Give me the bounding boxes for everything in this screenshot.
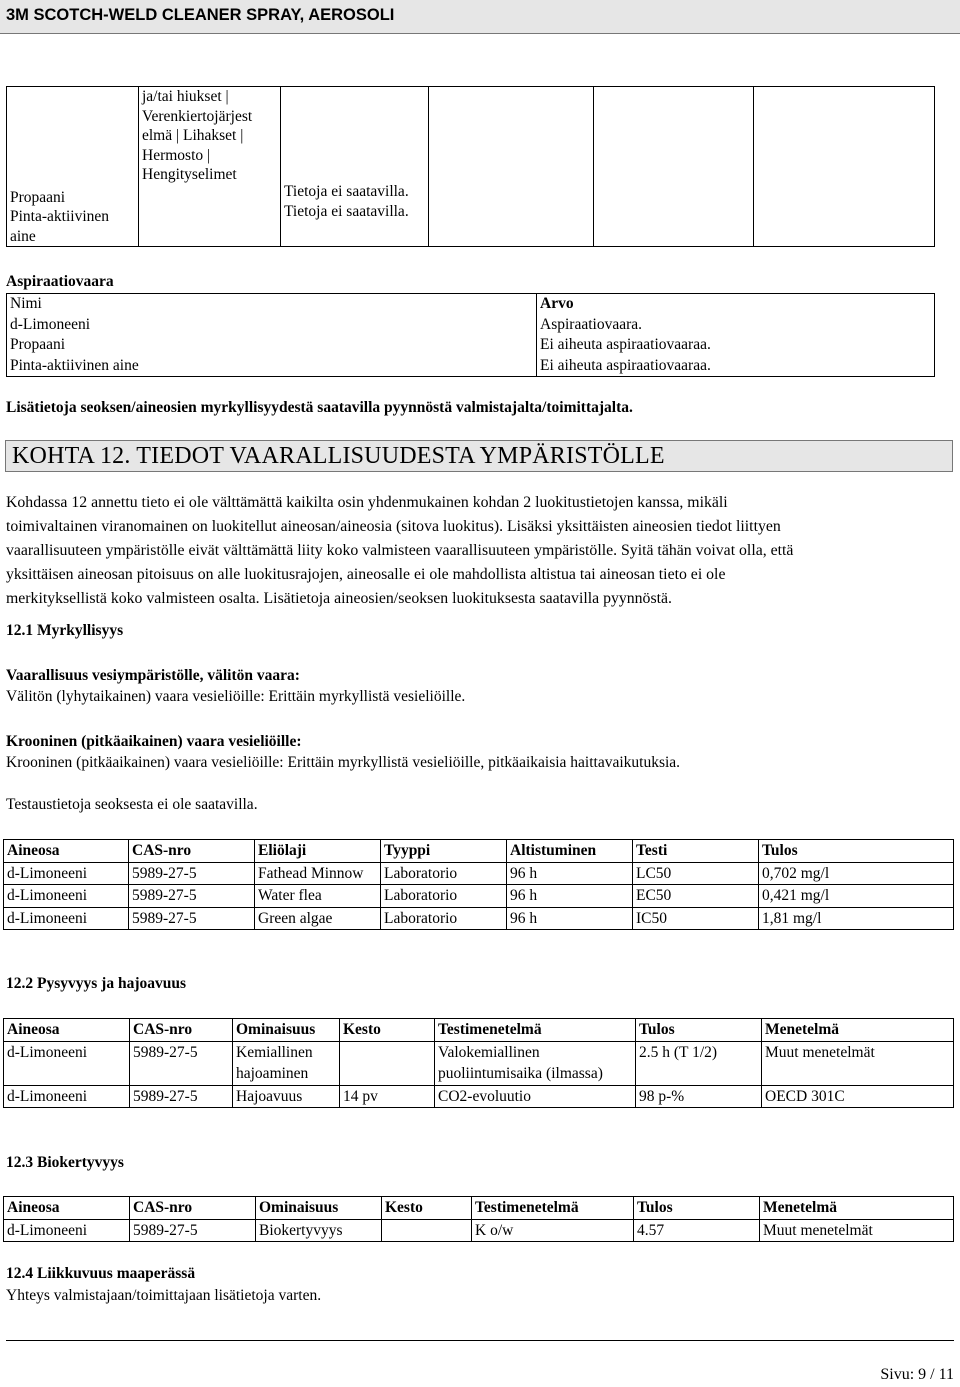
- test-note: Testaustietoja seoksesta ei ole saatavilla.: [6, 796, 258, 813]
- table-cell: 4.57: [634, 1219, 760, 1242]
- section-title: KOHTA 12. TIEDOT VAARALLISUUDESTA YMPÄRISTÖLLE: [12, 443, 665, 469]
- aspiration-value: Ei aiheuta aspiraatiovaaraa.: [540, 336, 711, 353]
- header-cell: Ominaisuus: [256, 1197, 382, 1220]
- header-cell: Aineosa: [4, 1197, 130, 1220]
- value-header: Arvo: [540, 295, 574, 312]
- table-cell: 96 h: [507, 862, 633, 885]
- table-header-row: [4, 1197, 954, 1220]
- table-cell: IC50: [633, 907, 759, 930]
- mobility-heading: 12.4 Liikkuvuus maaperässä: [6, 1265, 196, 1282]
- page-number: Sivu: 9 / 11: [880, 1366, 954, 1383]
- header-cell: Tulos: [636, 1019, 762, 1042]
- table-cell: d-Limoneeni: [4, 885, 129, 908]
- empty-cell: [429, 87, 594, 247]
- header-cell: Altistuminen: [507, 840, 633, 863]
- value-line: Tietoja ei saatavilla.: [284, 202, 409, 220]
- table-cell: Laboratorio: [381, 885, 507, 908]
- table-cell: 98 p-%: [636, 1085, 762, 1108]
- table-cell: 5989-27-5: [129, 907, 255, 930]
- table-cell: Hajoavuus: [233, 1085, 340, 1108]
- table-cell: K o/w: [472, 1219, 634, 1242]
- substance-propaani: Propaani: [10, 188, 66, 206]
- header-cell: Aineosa: [4, 840, 129, 863]
- table-cell: Water flea: [255, 885, 381, 908]
- table-cell: 0,421 mg/l: [759, 885, 954, 908]
- table-cell: Muut menetelmät: [760, 1219, 954, 1242]
- empty-cell: [754, 87, 935, 247]
- table-cell: Fathead Minnow: [255, 862, 381, 885]
- aspiration-name: d-Limoneeni: [10, 315, 91, 333]
- organ-line: Verenkiertojärjest: [142, 107, 253, 125]
- organ-toxicity-table: [6, 86, 935, 247]
- table-cell: Green algae: [255, 907, 381, 930]
- organ-line: elmä | Lihakset |: [142, 127, 244, 144]
- header-cell: Tyyppi: [381, 840, 507, 863]
- table-cell: OECD 301C: [762, 1085, 954, 1108]
- table-cell: Laboratorio: [381, 907, 507, 930]
- header-cell: Kesto: [382, 1197, 472, 1220]
- table-cell: 96 h: [507, 907, 633, 930]
- header-cell: CAS-nro: [129, 840, 255, 863]
- aspiration-heading: Aspiraatiovaara: [6, 273, 114, 290]
- table-cell: Laboratorio: [381, 862, 507, 885]
- table-cell: d-Limoneeni: [4, 907, 129, 930]
- toxicity-heading: 12.1 Myrkyllisyys: [6, 622, 124, 639]
- acute-heading: Vaarallisuus vesiympäristölle, välitön vaara:: [6, 667, 300, 684]
- value-cell: [281, 87, 429, 247]
- header-cell: Testimenetelmä: [435, 1019, 636, 1042]
- intro-line: Kohdassa 12 annettu tieto ei ole välttämättä kaikilta osin yhdenmukainen kohdan 2 luokitustietojen kanssa, mikäli: [6, 494, 728, 511]
- value-line: Tietoja ei saatavilla.: [284, 183, 409, 200]
- table-row: [4, 907, 954, 930]
- chronic-text: Krooninen (pitkäaikainen) vaara vesieliöille: Erittäin myrkyllistä vesieliöille, pitkäaikaisia haittavaikutuksia.: [6, 754, 681, 771]
- organ-line: Hengityselimet: [142, 166, 237, 183]
- table-cell: 96 h: [507, 885, 633, 908]
- table-cell: [340, 1041, 435, 1085]
- substance-pinta-aktiivinen: Pinta-aktiivinen aine: [10, 208, 110, 245]
- table-cell: LC50: [633, 862, 759, 885]
- table-cell: 1,81 mg/l: [759, 907, 954, 930]
- persistence-table: [3, 1018, 954, 1108]
- header-cell: Eliölaji: [255, 840, 381, 863]
- intro-line: yksittäisen aineosan pitoisuus on alle luokitusrajojen, aineosalle ei ole mahdollista altistua tai aineosan tieto ei ole: [6, 566, 726, 583]
- more-info-note: Lisätietoja seoksen/aineosien myrkyllisyydestä saatavilla pyynnöstä valmistajalta/toimittajalta.: [6, 399, 633, 416]
- name-header: Nimi: [10, 295, 42, 312]
- organ-line: Hermosto |: [142, 146, 211, 164]
- target-organs-cell: [139, 87, 281, 247]
- section-intro: [6, 491, 950, 611]
- aspiration-name: Propaani: [10, 336, 66, 353]
- table-cell: d-Limoneeni: [4, 1219, 130, 1242]
- table-cell: 5989-27-5: [129, 885, 255, 908]
- table-row: [4, 1041, 954, 1085]
- header-cell: Kesto: [340, 1019, 435, 1042]
- aspiration-value: Aspiraatiovaara.: [540, 315, 642, 333]
- header-cell: CAS-nro: [130, 1197, 256, 1220]
- chronic-heading: Krooninen (pitkäaikainen) vaara vesieliöille:: [6, 733, 302, 750]
- table-cell: Muut menetelmät: [762, 1041, 954, 1085]
- table-row: [4, 1219, 954, 1242]
- aspiration-value: Ei aiheuta aspiraatiovaaraa.: [540, 356, 711, 374]
- table-cell: d-Limoneeni: [4, 862, 129, 885]
- footer-divider: [6, 1340, 954, 1341]
- aspiration-values-cell: [537, 294, 935, 377]
- intro-line: toimivaltainen viranomainen on luokitellut aineosan/aineosia (sitova luokitus). Lisäksi yksittäisten aineosien tiedot liittyen: [6, 518, 781, 535]
- header-cell: Testi: [633, 840, 759, 863]
- header-cell: Testimenetelmä: [472, 1197, 634, 1220]
- table-cell: 5989-27-5: [130, 1085, 233, 1108]
- table-row: [4, 862, 954, 885]
- empty-cell: [594, 87, 754, 247]
- mobility-text: Yhteys valmistajaan/toimittajaan lisätietoja varten.: [6, 1287, 322, 1304]
- table-cell: Biokertyvyys: [256, 1219, 382, 1242]
- acute-text: Välitön (lyhytaikainen) vaara vesieliöille: Erittäin myrkyllistä vesieliöille.: [6, 688, 466, 705]
- table-row: [4, 1085, 954, 1108]
- table-cell: EC50: [633, 885, 759, 908]
- table-cell: 2.5 h (T 1/2): [636, 1041, 762, 1085]
- header-cell: Menetelmä: [760, 1197, 954, 1220]
- header-cell: CAS-nro: [130, 1019, 233, 1042]
- table-cell: 0,702 mg/l: [759, 862, 954, 885]
- aspiration-table: [6, 293, 935, 377]
- table-cell: Valokemiallinen puoliintumisaika (ilmassa): [435, 1041, 636, 1085]
- header-cell: Tulos: [759, 840, 954, 863]
- table-row: [4, 885, 954, 908]
- table-cell: d-Limoneeni: [4, 1041, 130, 1085]
- table-header-row: [4, 840, 954, 863]
- table-cell: CO2-evoluutio: [435, 1085, 636, 1108]
- toxicity-table: [3, 839, 954, 930]
- header-cell: Aineosa: [4, 1019, 130, 1042]
- organ-line: ja/tai hiukset |: [142, 88, 229, 105]
- header-cell: Menetelmä: [762, 1019, 954, 1042]
- intro-line: merkityksellistä koko valmisteen osalta. Lisätietoja aineosien/seoksen luokituksesta saatavilla pyynnöstä.: [6, 590, 672, 607]
- substance-cell: [7, 87, 139, 247]
- bioaccumulation-table: [3, 1196, 954, 1242]
- table-cell: d-Limoneeni: [4, 1085, 130, 1108]
- aspiration-name: Pinta-aktiivinen aine: [10, 356, 139, 374]
- persistence-heading: 12.2 Pysyvyys ja hajoavuus: [6, 975, 186, 992]
- section-header: [5, 440, 953, 472]
- table-header-row: [4, 1019, 954, 1042]
- header-cell: Tulos: [634, 1197, 760, 1220]
- table-cell: Kemiallinen hajoaminen: [233, 1041, 340, 1085]
- document-title: 3M SCOTCH-WELD CLEANER SPRAY, AEROSOLI: [6, 6, 395, 24]
- intro-line: vaarallisuuteen ympäristölle eivät välttämättä liity koko valmisteen vaarallisuuteen ympäristölle. Syitä tähän voivat olla, että: [6, 542, 794, 559]
- table-cell: 5989-27-5: [129, 862, 255, 885]
- aspiration-names-cell: [7, 294, 537, 377]
- table-cell: 14 pv: [340, 1085, 435, 1108]
- table-cell: 5989-27-5: [130, 1041, 233, 1085]
- table-cell: [382, 1219, 472, 1242]
- table-cell: 5989-27-5: [130, 1219, 256, 1242]
- document-header: [0, 0, 960, 34]
- header-cell: Ominaisuus: [233, 1019, 340, 1042]
- bioaccumulation-heading: 12.3 Biokertyvyys: [6, 1154, 124, 1171]
